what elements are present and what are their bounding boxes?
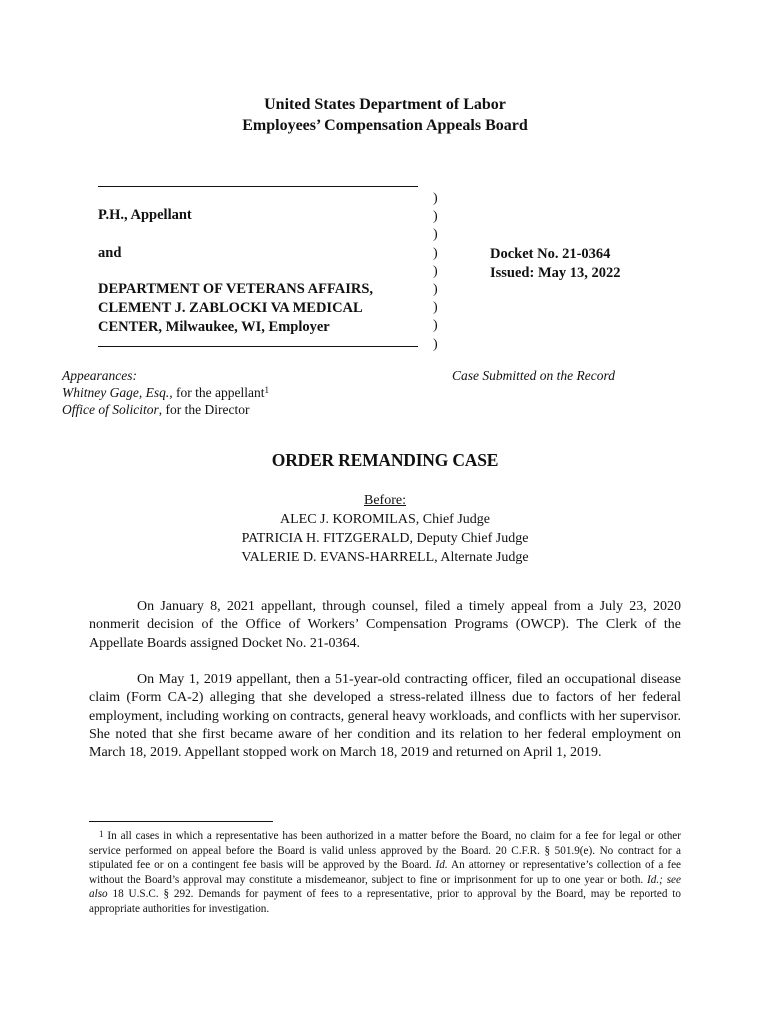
caption-parentheses: ) ) ) ) ) ) ) ) ) [433,191,438,352]
agency-header [0,94,770,136]
appearance-director [62,401,269,418]
employer-name [98,280,418,337]
appearances-label: Appearances: [62,368,137,383]
footnote-number: 1 [99,829,104,839]
judge-name: PATRICIA H. FITZGERALD, Deputy Chief Judge [241,531,529,546]
appellant-name: P.H., Appellant [98,207,192,223]
appearances-block [62,367,269,418]
footnote-rule [89,821,273,822]
case-caption [98,186,658,351]
order-title: ORDER REMANDING CASE [271,450,499,470]
footnote-citation: Id. [435,859,448,871]
footnote-text: 18 U.S.C. § 292. Demands for payment of fees to a representative, prior to approval by the Board, may be reported to appropriate authorities for investigation. [89,888,681,915]
docket-number: Docket No. 21-0364 [490,246,611,262]
footnote-citation: Id.; see also [89,873,681,900]
agency-name: United States Department of Labor [264,96,506,113]
caption-and: and [98,245,122,261]
appellant-counsel: Whitney Gage, Esq., [62,385,173,400]
submission-note: Case Submitted on the Record [452,368,615,383]
body-paragraph [89,598,681,653]
employer-line: DEPARTMENT OF VETERANS AFFAIRS, [98,281,374,297]
footnote-text: In all cases in which a representative has been authorized in a matter before the Board, no claim for a fee for legal or other service performed on appeal before the Board is valid unless approved by the Board. 20 C.F.R. § 501.9(e). No contract for a stipulated fee or on a contingent fee basis will be approved by the Board. [89,830,681,871]
employer-line: CLEMENT J. ZABLOCKI VA MEDICAL [98,300,363,316]
director-role: , for the Director [158,402,250,417]
appellant-role: for the appellant [172,385,265,400]
judge-name: VALERIE D. EVANS-HARRELL, Alternate Judge [241,550,529,565]
judges-panel [0,491,770,567]
footnote [89,829,681,916]
director-counsel: Office of Solicitor [62,402,159,417]
paragraph-text: On May 1, 2019 appellant, then a 51-year-old contracting officer, filed an occupational disease claim (Form CA-2) alleging that she developed a stress-related illness due to factors of her federal employment, including working on contracts, general heavy workloads, and conflicts with her supervisor. She noted that she first became aware of her condition and its relation to her federal employment on March 18, 2019. Appellant stopped work on March 18, 2019 and returned on April 1, 2019. [89,672,681,761]
caption-bottom-rule [98,346,418,347]
appearance-appellant [62,384,269,401]
judge-name: ALEC J. KOROMILAS, Chief Judge [280,512,490,527]
before-label: Before: [364,493,406,508]
paragraph-text: On January 8, 2021 appellant, through counsel, filed a timely appeal from a July 23, 2020 nonmerit decision of the Office of Workers’ Compensation Programs (OWCP). The Clerk of the Appellate Boards assigned Docket No. 21-0364. [89,599,681,651]
body-paragraph [89,671,681,762]
employer-line: CENTER, Milwaukee, WI, Employer [98,319,330,335]
issued-date: Issued: May 13, 2022 [490,265,621,281]
docket-block [490,245,621,283]
footnote-text: An attorney or representative’s collection of a fee without the Board’s approval may constitute a misdemeanor, subject to fine or imprisonment for up to one year or both. [89,859,681,886]
board-name: Employees’ Compensation Appeals Board [242,117,528,134]
caption-top-rule [98,186,418,187]
footnote-ref[interactable]: 1 [264,385,269,395]
